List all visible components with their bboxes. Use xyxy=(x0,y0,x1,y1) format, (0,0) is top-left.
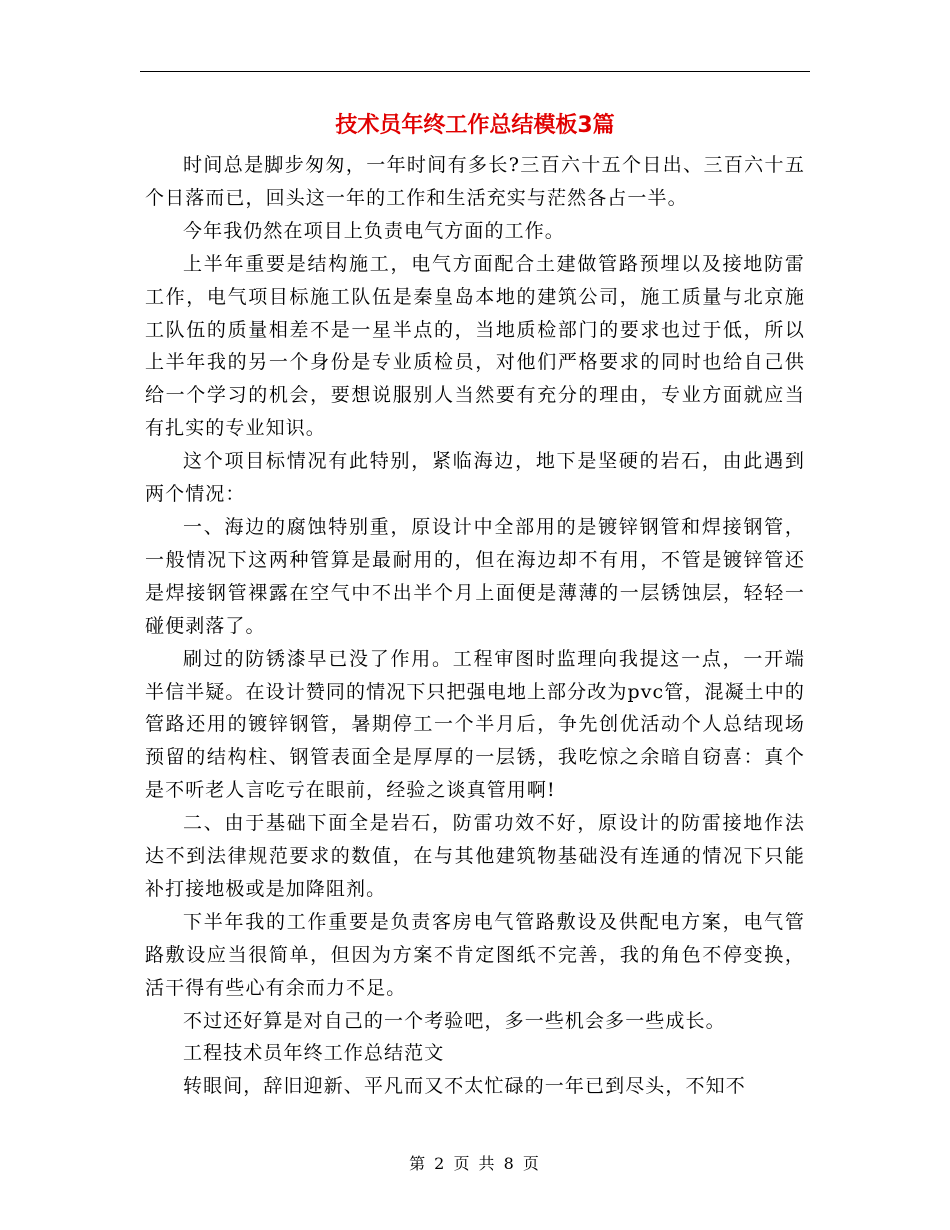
paragraph: 刷过的防锈漆早已没了作用。工程审图时监理向我提这一点，一开端半信半疑。在设计赞同的情况下只把强电地上部分改为pvc管，混凝土中的管路还用的镀锌钢管，暑期停工一个半月后，争先创优活动个人总结现场预留的结构柱、钢管表面全是厚厚的一层锈，我吃惊之余暗自窃喜：真个是不听老人言吃亏在眼前，经验之谈真管用啊! xyxy=(145,647,805,802)
paragraph: 不过还好算是对自己的一个考验吧，多一些机会多一些成长。 xyxy=(183,1009,726,1032)
page-number-footer: 第 2 页 共 8 页 xyxy=(409,1154,541,1173)
paragraph: 今年我仍然在项目上负责电气方面的工作。 xyxy=(183,219,565,242)
paragraph: 时间总是脚步匆匆，一年时间有多长?三百六十五个日出、三百六十五个日落而已，回头这一年的工作和生活充实与茫然各占一半。 xyxy=(145,154,805,209)
section-heading: 工程技术员年终工作总结范文 xyxy=(183,1042,445,1065)
document-body xyxy=(145,149,805,1103)
paragraph: 转眼间，辞旧迎新、平凡而又不太忙碌的一年已到尽头，不知不 xyxy=(183,1075,746,1098)
paragraph: 上半年重要是结构施工，电气方面配合土建做管路预埋以及接地防雷工作，电气项目标施工队伍是秦皇岛本地的建筑公司，施工质量与北京施工队伍的质量相差不是一星半点的，当地质检部门的要求也过于低，所以上半年我的另一个身份是专业质检员，对他们严格要求的同时也给自己供给一个学习的机会，要想说服别人当然要有充分的理由，专业方面就应当有扎实的专业知识。 xyxy=(145,252,805,440)
paragraph: 这个项目标情况有此特别，紧临海边，地下是坚硬的岩石，由此遇到两个情况： xyxy=(145,450,805,506)
document-title: 技术员年终工作总结模板3篇 xyxy=(335,113,615,138)
paragraph: 下半年我的工作重要是负责客房电气管路敷设及供配电方案，电气管路敷设应当很简单，但因为方案不肯定图纸不完善，我的角色不停变换，活干得有些心有余而力不足。 xyxy=(145,910,805,999)
paragraph: 二、由于基础下面全是岩石，防雷功效不好，原设计的防雷接地作法达不到法律规范要求的数值，在与其他建筑物基础没有连通的情况下只能补打接地极或是加降阻剂。 xyxy=(145,812,805,900)
header-rule xyxy=(140,71,810,72)
paragraph: 一、海边的腐蚀特别重，原设计中全部用的是镀锌钢管和焊接钢管，一般情况下这两种管算是最耐用的，但在海边却不有用，不管是镀锌管还是焊接钢管裸露在空气中不出半个月上面便是薄薄的一层锈蚀层，轻轻一碰便剥落了。 xyxy=(145,515,805,637)
